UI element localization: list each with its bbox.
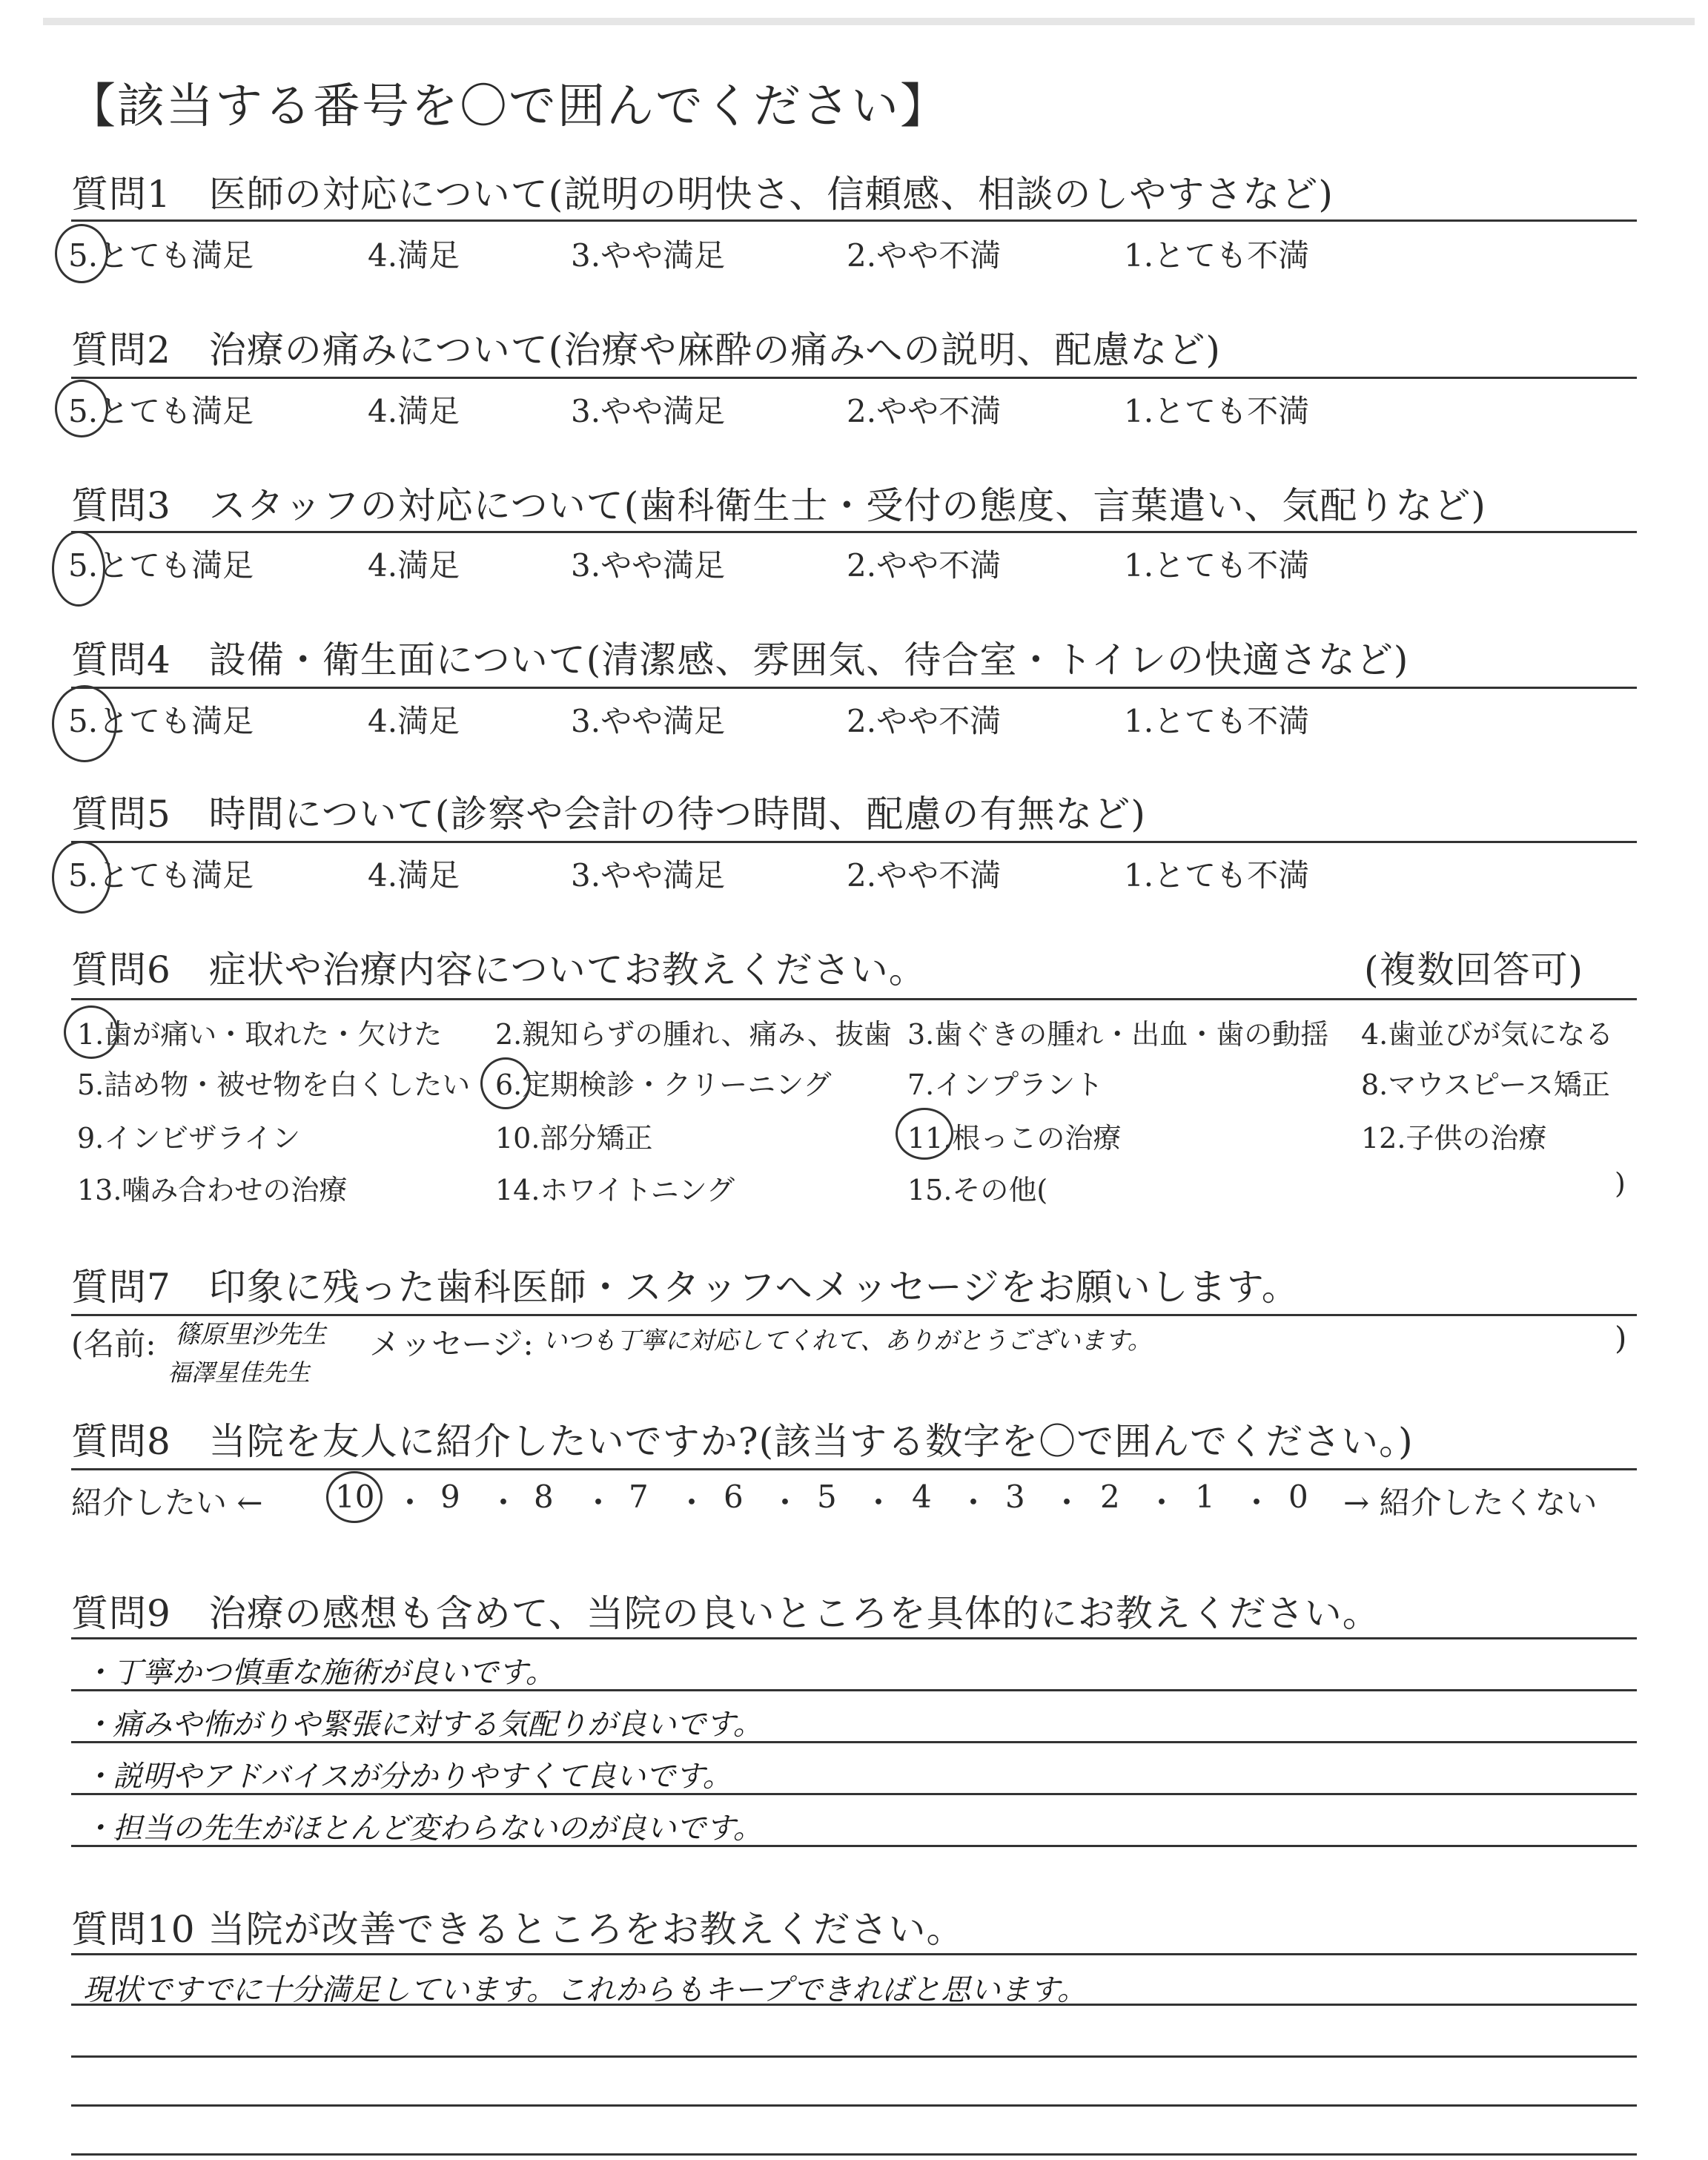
scale-separator: ・ bbox=[676, 1484, 708, 1521]
divider bbox=[71, 1741, 1637, 1743]
scale-2[interactable]: 2 bbox=[1100, 1479, 1120, 1515]
q6-option-8[interactable]: 8.マウスピース矯正 bbox=[1361, 1069, 1610, 1101]
scale-9[interactable]: 9 bbox=[440, 1479, 460, 1515]
q6-option-15[interactable]: 15.その他( bbox=[907, 1174, 1048, 1206]
divider bbox=[71, 1637, 1637, 1639]
q3-option-5[interactable]: 5.とても満足 bbox=[68, 547, 254, 584]
divider bbox=[71, 2153, 1637, 2156]
q1-option-2[interactable]: 2.やや不満 bbox=[847, 237, 1002, 274]
q3-option-3[interactable]: 3.やや満足 bbox=[571, 547, 726, 584]
recommend-left-label: 紹介したい ← bbox=[71, 1484, 263, 1521]
divider bbox=[71, 1953, 1637, 1955]
q4-option-4[interactable]: 4.満足 bbox=[368, 703, 460, 739]
q6-option-7[interactable]: 7.インプラント bbox=[907, 1069, 1104, 1101]
q3-option-4[interactable]: 4.満足 bbox=[368, 547, 460, 584]
scale-separator: ・ bbox=[1146, 1484, 1178, 1521]
question-2-title: 質問2 治療の痛みについて(治療や麻酔の痛みへの説明、配慮など) bbox=[71, 328, 1221, 371]
selection-circle bbox=[52, 531, 105, 607]
selection-circle bbox=[64, 1005, 119, 1059]
question-3-title: 質問3 スタッフの対応について(歯科衛生士・受付の態度、言葉遣い、気配りなど) bbox=[71, 484, 1486, 527]
q2-option-2[interactable]: 2.やや不満 bbox=[847, 393, 1002, 429]
q1-option-1[interactable]: 1.とても不満 bbox=[1124, 237, 1310, 274]
handwritten-answer-line: ・説明やアドバイスが分かりやすくて良いです。 bbox=[83, 1760, 732, 1794]
q1-option-5[interactable]: 5.とても満足 bbox=[68, 237, 254, 274]
divider bbox=[71, 531, 1637, 533]
selection-circle bbox=[52, 841, 111, 914]
q6-option-9[interactable]: 9.インビザライン bbox=[77, 1122, 301, 1155]
divider bbox=[71, 841, 1637, 843]
question-7-title: 質問7 印象に残った歯科医師・スタッフへメッセージをお願いします。 bbox=[71, 1266, 1300, 1309]
divider bbox=[71, 1793, 1637, 1795]
q6-option-12[interactable]: 12.子供の治療 bbox=[1361, 1122, 1547, 1155]
scale-10[interactable]: 10 bbox=[335, 1479, 375, 1515]
scan-top-edge bbox=[43, 18, 1695, 25]
scale-5[interactable]: 5 bbox=[817, 1479, 837, 1515]
q2-option-5[interactable]: 5.とても満足 bbox=[68, 393, 254, 429]
scale-separator: ・ bbox=[1241, 1484, 1273, 1521]
question-6-note: (複数回答可) bbox=[1364, 948, 1584, 991]
q6-option-4[interactable]: 4.歯並びが気になる bbox=[1361, 1018, 1614, 1051]
q4-option-1[interactable]: 1.とても不満 bbox=[1124, 703, 1310, 739]
handwritten-name-1: 篠原里沙先生 bbox=[175, 1320, 326, 1350]
q3-option-1[interactable]: 1.とても不満 bbox=[1124, 547, 1310, 584]
scale-0[interactable]: 0 bbox=[1288, 1479, 1308, 1515]
name-label: (名前: bbox=[71, 1326, 156, 1362]
message-close-paren: ) bbox=[1615, 1320, 1627, 1356]
question-6-title: 質問6 症状や治療内容についてお教えください。 bbox=[71, 948, 927, 991]
q5-option-5[interactable]: 5.とても満足 bbox=[68, 857, 254, 894]
selection-circle bbox=[55, 224, 108, 283]
scale-3[interactable]: 3 bbox=[1005, 1479, 1025, 1515]
divider bbox=[71, 687, 1637, 689]
q4-option-2[interactable]: 2.やや不満 bbox=[847, 703, 1002, 739]
scale-separator: ・ bbox=[583, 1484, 615, 1521]
q6-option-3[interactable]: 3.歯ぐきの腫れ・出血・歯の動揺 bbox=[907, 1018, 1329, 1051]
question-9-title: 質問9 治療の感想も含めて、当院の良いところを具体的にお教えください。 bbox=[71, 1592, 1380, 1635]
scale-8[interactable]: 8 bbox=[534, 1479, 554, 1515]
q6-option-6[interactable]: 6.定期検診・クリーニング bbox=[495, 1069, 832, 1101]
question-1-title: 質問1 医師の対応について(説明の明快さ、信頼感、相談のしやすさなど) bbox=[71, 173, 1334, 216]
question-8-title: 質問8 当院を友人に紹介したいですか?(該当する数字を〇で囲んでください。) bbox=[71, 1420, 1414, 1463]
q2-option-4[interactable]: 4.満足 bbox=[368, 393, 460, 429]
q5-option-2[interactable]: 2.やや不満 bbox=[847, 857, 1002, 894]
q6-option-1[interactable]: 1.歯が痛い・取れた・欠けた bbox=[77, 1018, 443, 1051]
scale-separator: ・ bbox=[958, 1484, 990, 1521]
divider bbox=[71, 2055, 1637, 2058]
q6-option-5[interactable]: 5.詰め物・被せ物を白くしたい bbox=[77, 1069, 471, 1101]
divider bbox=[71, 377, 1637, 379]
q4-option-3[interactable]: 3.やや満足 bbox=[571, 703, 726, 739]
q6-option-14[interactable]: 14.ホワイトニング bbox=[495, 1174, 735, 1206]
scale-4[interactable]: 4 bbox=[912, 1479, 932, 1515]
handwritten-answer-line: ・担当の先生がほとんど変わらないのが良いです。 bbox=[83, 1811, 763, 1846]
question-5-title: 質問5 時間について(診察や会計の待つ時間、配慮の有無など) bbox=[71, 793, 1146, 836]
handwritten-answer-line: ・丁寧かつ慎重な施術が良いです。 bbox=[83, 1656, 555, 1690]
q6-option-11[interactable]: 11.根っこの治療 bbox=[907, 1122, 1122, 1155]
scale-separator: ・ bbox=[1051, 1484, 1083, 1521]
q1-option-3[interactable]: 3.やや満足 bbox=[571, 237, 726, 274]
q1-option-4[interactable]: 4.満足 bbox=[368, 237, 460, 274]
selection-circle bbox=[896, 1108, 953, 1160]
page-title: 【該当する番号を〇で囲んでください】 bbox=[68, 79, 949, 134]
divider bbox=[71, 2004, 1637, 2006]
scale-separator: ・ bbox=[394, 1484, 426, 1521]
handwritten-answer-line: 現状ですでに十分満足しています。これからもキープできればと思います。 bbox=[83, 1973, 1087, 2007]
q5-option-4[interactable]: 4.満足 bbox=[368, 857, 460, 894]
scale-separator: ・ bbox=[863, 1484, 895, 1521]
scale-7[interactable]: 7 bbox=[629, 1479, 649, 1515]
q2-option-3[interactable]: 3.やや満足 bbox=[571, 393, 726, 429]
divider bbox=[71, 1689, 1637, 1691]
selection-circle bbox=[55, 380, 108, 437]
selection-circle bbox=[326, 1471, 383, 1523]
selection-circle bbox=[480, 1057, 531, 1109]
handwritten-answer-line: ・痛みや怖がりや緊張に対する気配りが良いです。 bbox=[83, 1708, 763, 1742]
q3-option-2[interactable]: 2.やや不満 bbox=[847, 547, 1002, 584]
q6-option-2[interactable]: 2.親知らずの腫れ、痛み、抜歯 bbox=[495, 1018, 892, 1051]
q5-option-3[interactable]: 3.やや満足 bbox=[571, 857, 726, 894]
q6-option-15-close: ) bbox=[1615, 1167, 1626, 1200]
scale-1[interactable]: 1 bbox=[1195, 1479, 1215, 1515]
q6-option-10[interactable]: 10.部分矯正 bbox=[495, 1122, 653, 1155]
recommend-right-label: → 紹介したくない bbox=[1343, 1484, 1598, 1521]
message-label: メッセージ: bbox=[369, 1326, 534, 1362]
handwritten-message: いつも丁寧に対応してくれて、ありがとうございます。 bbox=[543, 1326, 1152, 1355]
selection-circle bbox=[52, 685, 117, 762]
question-10-title: 質問10 当院が改善できるところをお教えください。 bbox=[71, 1908, 964, 1951]
divider bbox=[71, 2104, 1637, 2107]
divider bbox=[71, 1845, 1637, 1847]
scale-separator: ・ bbox=[488, 1484, 520, 1521]
scale-separator: ・ bbox=[769, 1484, 801, 1521]
divider bbox=[71, 1468, 1637, 1470]
divider bbox=[71, 219, 1637, 222]
q6-option-13[interactable]: 13.噛み合わせの治療 bbox=[77, 1174, 348, 1206]
divider bbox=[71, 998, 1637, 1000]
handwritten-name-2: 福澤星佳先生 bbox=[168, 1358, 311, 1387]
scale-6[interactable]: 6 bbox=[724, 1479, 744, 1515]
question-4-title: 質問4 設備・衛生面について(清潔感、雰囲気、待合室・トイレの快適さなど) bbox=[71, 638, 1409, 681]
q4-option-5[interactable]: 5.とても満足 bbox=[68, 703, 254, 739]
q5-option-1[interactable]: 1.とても不満 bbox=[1124, 857, 1310, 894]
q2-option-1[interactable]: 1.とても不満 bbox=[1124, 393, 1310, 429]
